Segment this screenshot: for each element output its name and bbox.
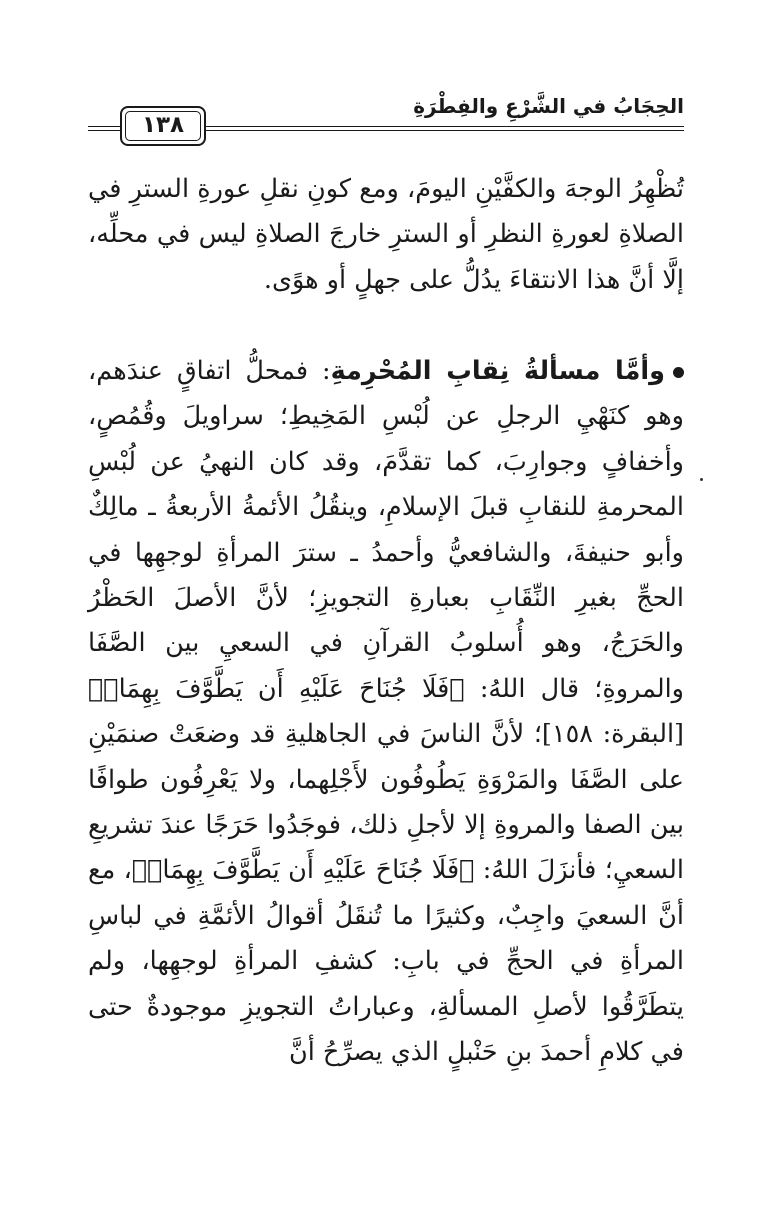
quran-quote-2: ﴿فَلَا جُنَاحَ عَلَيْهِ أَن يَطَّوَّفَ بِهِمَاۚ﴾ [131,855,475,886]
page-number-box [120,106,206,146]
stray-dot-mark [700,478,703,481]
paragraph-2 [88,349,684,1076]
paragraph-2-lead: وأمَّا مسألةُ نِقابِ المُحْرِمةِ [330,356,665,386]
paragraph-1: تُظْهِرُ الوجهَ والكفَّيْنِ اليومَ، ومع كونِ نقلِ عورةِ السترِ في الصلاةِ لعورةِ النظرِ أو السترِ خارجَ الصلاةِ ليس في محلِّه، إلَّا أنَّ هذا الانتقاءَ يدُلُّ على جهلٍ أو هوًى. [88,174,684,295]
running-title: الحِجَابُ في الشَّرْعِ والفِطْرَةِ [413,94,684,118]
paragraph-2-text-b: [البقرة: ١٥٨]؛ لأنَّ الناسَ في الجاهليةِ قد وضعَتْ صنمَيْنِ على الصَّفَا والمَرْوَةِ يَطُوفُون لأَجْلِهما، ولا يَعْرِفُون طوافًا بين الصفا والمروةِ إلا لأجلِ ذلك، فوجَدُوا حَرَجًا عندَ تشريعِ السعيِ؛ فأنزَلَ اللهُ: [88,719,684,886]
page-number: ١٣٨ [141,112,185,138]
paragraph-2-text-a: : فمحلُّ اتفاقٍ عندَهم، وهو كنَهْيِ الرجلِ عن لُبْسِ المَخِيطِ؛ سراويلَ وقُمُصٍ، وأخفافٍ وجوارِبَ، كما تقدَّمَ، وقد كان النهيُ عن لُبْسِ المحرمةِ للنقابِ قبلَ الإسلامِ، وينقُلُ الأئمةُ الأربعةُ ـ مالِكٌ وأبو حنيفةَ، والشافعيُّ وأحمدُ ـ سترَ المرأةِ لوجهِها في الحجِّ بغيرِ النِّقَابِ بعبارةِ التجويزِ؛ لأنَّ الأصلَ الحَظْرُ والحَرَجُ، وهو أُسلوبُ القرآنِ في السعيِ بين الصَّفَا والمروةِ؛ قال اللهُ: [88,356,684,704]
bullet-icon [673,367,684,378]
quran-quote-1: ﴿فَلَا جُنَاحَ عَلَيْهِ أَن يَطَّوَّفَ بِهِمَاۚ﴾ [88,673,465,704]
paragraph-2-text-c: ، مع أنَّ السعيَ واجِبٌ، وكثيرًا ما تُنقَلُ أقوالُ الأئمَّةِ في لباسِ المرأةِ في الحجِّ في بابِ: كشفِ المرأةِ لوجهِها، ولم يتطَرَّقُوا لأصلِ المسألةِ، وعباراتُ التجويزِ موجودةٌ حتى في كلامِ أحمدَ بنِ حَنْبلٍ الذي يصرِّحُ أنَّ [88,855,684,1068]
page-header [88,88,684,146]
